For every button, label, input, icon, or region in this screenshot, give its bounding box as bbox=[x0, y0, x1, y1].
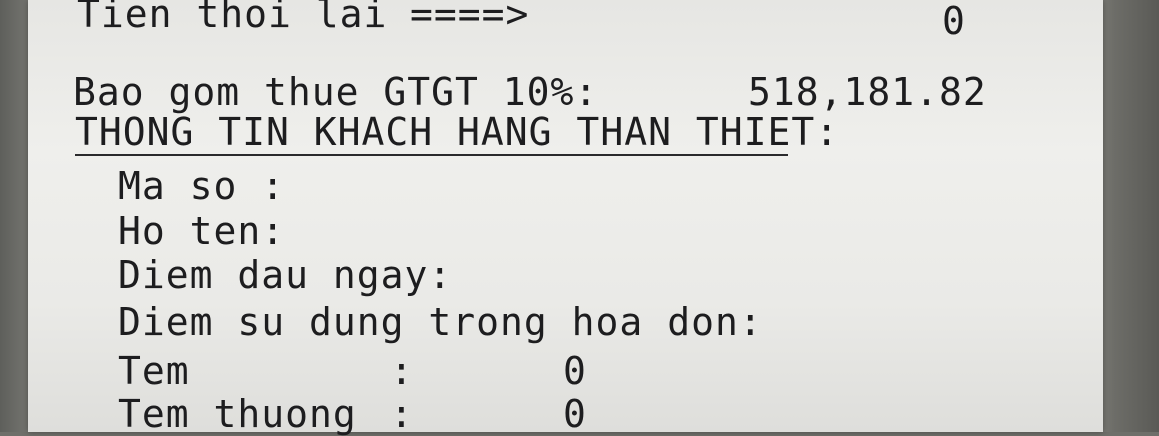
customer-code-label: Ma so : bbox=[118, 164, 286, 208]
change-label: Tien thoi lai bbox=[77, 0, 388, 36]
vat-value: 518,181.82 bbox=[748, 70, 987, 114]
loyalty-header: THONG TIN KHACH HANG THAN THIET: bbox=[75, 110, 840, 154]
stamp-colon: : bbox=[390, 349, 414, 393]
customer-name-label: Ho ten: bbox=[118, 209, 286, 253]
change-value: 0 bbox=[942, 0, 966, 43]
bonus-stamp-colon: : bbox=[390, 392, 414, 436]
header-underline bbox=[75, 154, 788, 156]
stamp-value: 0 bbox=[563, 349, 587, 393]
start-points-label: Diem dau ngay: bbox=[118, 253, 453, 297]
vat-label: Bao gom thue GTGT 10%: bbox=[73, 70, 599, 114]
used-points-label: Diem su dung trong hoa don: bbox=[118, 300, 763, 344]
bonus-stamp-label: Tem thuong bbox=[118, 392, 357, 436]
change-arrow: ====> bbox=[410, 0, 530, 36]
stamp-label: Tem bbox=[118, 349, 190, 393]
bonus-stamp-value: 0 bbox=[563, 392, 587, 436]
